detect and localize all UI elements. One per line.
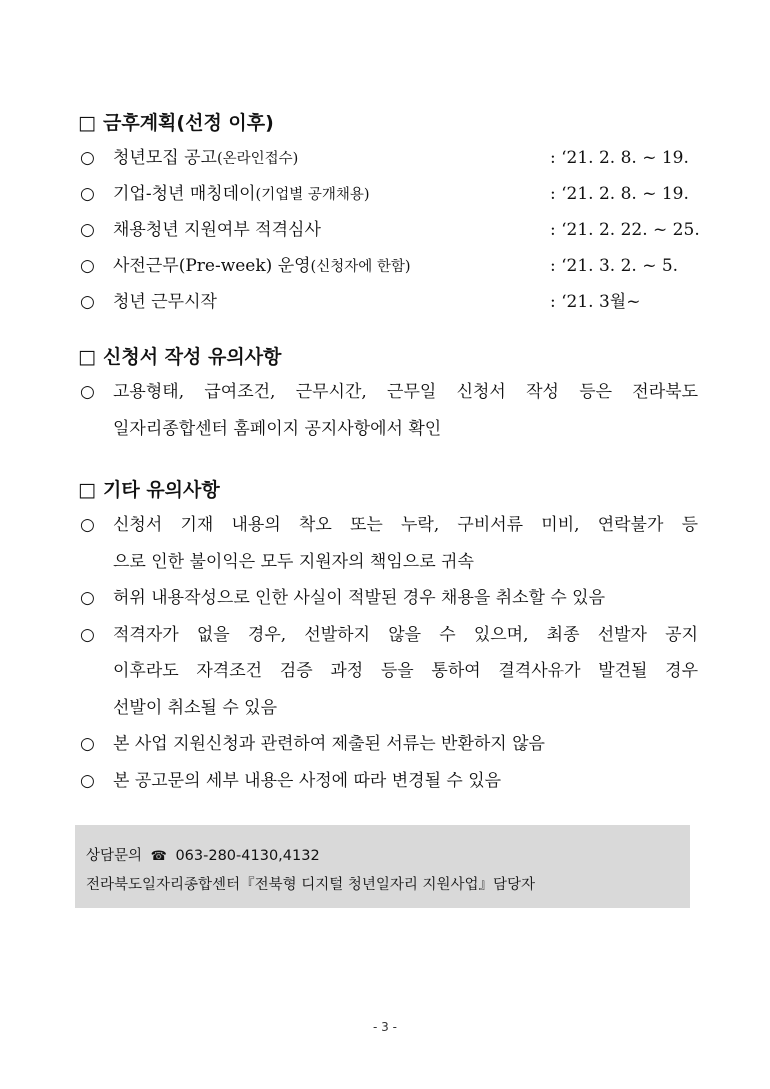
circle-bullet-icon: ○	[80, 588, 95, 608]
list-item	[78, 374, 698, 447]
contact-line	[86, 844, 320, 865]
paragraph-line: 허위 내용작성으로 인한 사실이 적발된 경우 채용을 취소할 수 있음	[113, 588, 606, 608]
item-date: : ‘21. 3. 2. ~ 5.	[550, 256, 679, 276]
circle-bullet-icon: ○	[80, 220, 95, 240]
paragraph-line: 이후라도 자격조건 검증 과정 등을 통하여 결격사유가 발견될 경우	[113, 661, 698, 681]
section-application-notes	[78, 344, 698, 447]
checkbox-square-icon: □	[78, 112, 96, 134]
contact-label: 상담문의	[86, 848, 143, 864]
paragraph-line: 선발이 취소될 수 있음	[113, 697, 278, 718]
circle-bullet-icon: ○	[80, 184, 95, 204]
item-note: (신청자에 한함)	[310, 259, 411, 275]
section-title: 기타 유의사항	[103, 479, 220, 501]
paragraph-line: 본 공고문의 세부 내용은 사정에 따라 변경될 수 있음	[113, 770, 502, 791]
section-title: 금후계획(선정 이후)	[103, 112, 274, 134]
list-item	[78, 248, 698, 284]
circle-bullet-icon: ○	[80, 734, 95, 754]
paragraph-line: 고용형태, 급여조건, 근무시간, 근무일 신청서 작성 등은 전라북도	[113, 382, 698, 402]
circle-bullet-icon: ○	[80, 515, 95, 535]
section-title: 신청서 작성 유의사항	[103, 346, 282, 368]
contact-box	[75, 825, 690, 908]
section-other-notes	[78, 477, 698, 799]
paragraph-line: 신청서 기재 내용의 착오 또는 누락, 구비서류 미비, 연락불가 등	[113, 515, 698, 535]
circle-bullet-icon: ○	[80, 624, 95, 645]
list-item	[78, 140, 698, 176]
list-item	[78, 176, 698, 212]
circle-bullet-icon: ○	[80, 256, 95, 276]
item-date: : ‘21. 2. 8. ~ 19.	[550, 148, 689, 168]
item-date: : ‘21. 2. 22. ~ 25.	[550, 220, 700, 240]
paragraph-line: 으로 인한 불이익은 모두 지원자의 책임으로 귀속	[113, 551, 474, 572]
list-item	[78, 763, 698, 800]
contact-phone: 063-280-4130,4132	[175, 848, 320, 864]
section-heading	[78, 110, 698, 136]
list-item	[78, 212, 698, 248]
paragraph-line: 본 사업 지원신청과 관련하여 제출된 서류는 반환하지 않음	[113, 734, 545, 754]
page-number: - 3 -	[373, 1020, 397, 1034]
item-date: : ‘21. 3월~	[550, 292, 641, 312]
paragraph-line: 적격자가 없을 경우, 선발하지 않을 수 있으며, 최종 선발자 공지	[113, 624, 698, 645]
section-heading	[78, 344, 698, 370]
circle-bullet-icon: ○	[80, 292, 95, 312]
item-label: 기업-청년 매칭데이	[113, 184, 256, 204]
item-date: : ‘21. 2. 8. ~ 19.	[550, 184, 689, 204]
contact-person: 전라북도일자리종합센터『전북형 디지털 청년일자리 지원사업』담당자	[86, 877, 536, 893]
item-note: (기업별 공개채용)	[255, 187, 370, 203]
list-item	[78, 507, 698, 580]
checkbox-square-icon: □	[78, 479, 96, 501]
section-schedule	[78, 110, 698, 320]
list-item	[78, 580, 698, 617]
list-item	[78, 617, 698, 727]
item-label: 청년 근무시작	[113, 292, 217, 312]
item-label: 청년모집 공고	[113, 148, 217, 168]
item-note: (온라인접수)	[216, 151, 299, 167]
item-label: 사전근무(Pre-week) 운영	[113, 256, 311, 276]
phone-icon: ☎	[150, 849, 167, 864]
paragraph-line: 일자리종합센터 홈페이지 공지사항에서 확인	[113, 418, 442, 439]
list-item	[78, 284, 698, 320]
circle-bullet-icon: ○	[80, 148, 95, 168]
circle-bullet-icon: ○	[80, 382, 95, 402]
section-heading	[78, 477, 698, 503]
item-label: 채용청년 지원여부 적격심사	[113, 220, 321, 240]
circle-bullet-icon: ○	[80, 770, 95, 791]
list-item	[78, 726, 698, 763]
checkbox-square-icon: □	[78, 346, 96, 368]
